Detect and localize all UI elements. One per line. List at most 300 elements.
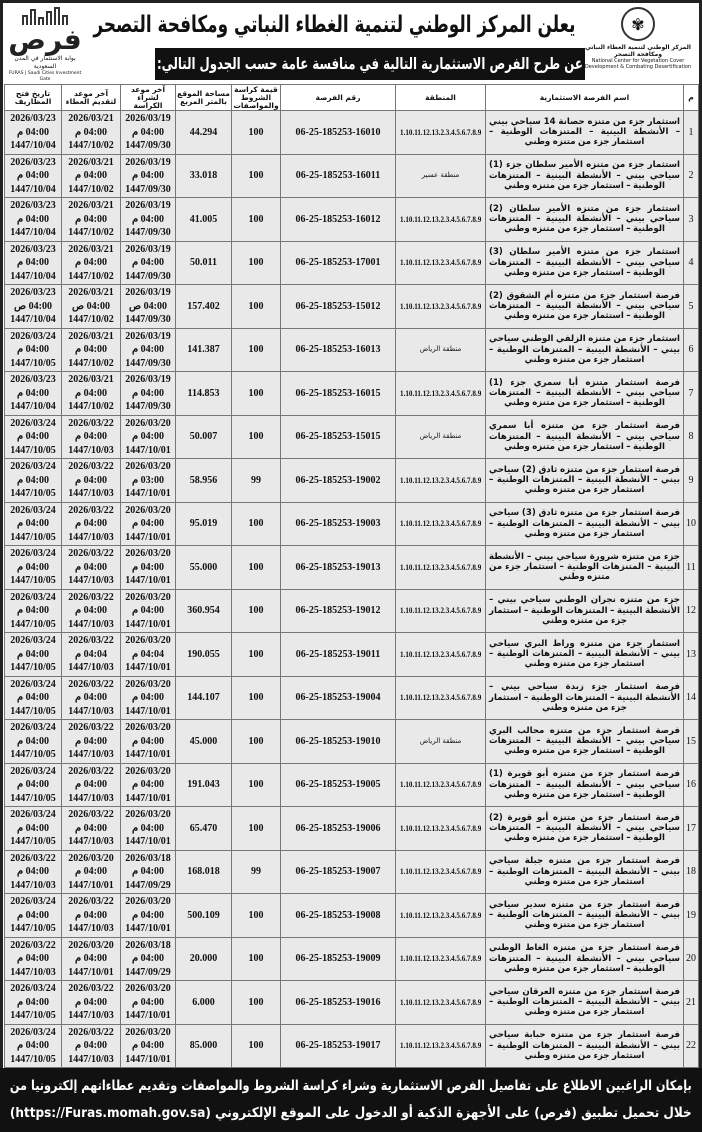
furas-tagline-en: FURAS | Saudi Cities Investment Gate	[8, 71, 82, 82]
cell-bid-deadline	[62, 111, 121, 155]
cell-index: 22	[684, 1024, 699, 1068]
cell-region-text: 1.10.11.12.13.2.3.4.5.6.7.8.9	[399, 300, 482, 311]
cell-opening-date	[5, 763, 62, 807]
table-row	[5, 111, 699, 155]
cell-opportunity-id	[281, 850, 396, 894]
cell-region-box	[398, 691, 483, 704]
table-row	[5, 807, 699, 851]
cell-opportunity-id-text: 06-25-185253-19008	[295, 909, 381, 921]
cell-opening-date	[5, 937, 62, 981]
table-row	[5, 415, 699, 459]
cell-region	[396, 937, 486, 981]
time: 04:00 م	[16, 866, 50, 877]
cell-booklet-price: 100	[232, 546, 281, 590]
time: 04:00 م	[16, 387, 50, 399]
cell-region	[396, 372, 486, 416]
date-hijri: 1447/10/05	[10, 618, 56, 630]
cell-bid-deadline	[62, 328, 121, 372]
date-gregorian: 2026/03/23	[10, 113, 56, 124]
cell-opportunity-name: استثمار جزء من متنزه الأمير سلطان جزء (1) سياحي بيني – الأنشطة البينية – المتنزهات الوطنية – استثمار جزء من متنزه وطني	[486, 154, 684, 198]
table-row	[5, 720, 699, 764]
cell-opening-date	[5, 546, 62, 590]
time: 04:04 م	[74, 648, 108, 660]
cell-index: 17	[684, 807, 699, 851]
date-hijri: 1447/10/05	[10, 749, 56, 760]
cell-opportunity-name: فرصة استثمار جزء زبدة سياحي بيني – الأنشطة البينية – المتنزهات الوطنية – استثمار جزء من متنزه وطني	[486, 676, 684, 720]
date-gregorian: 2026/03/23	[10, 243, 56, 255]
date-gregorian: 2026/03/19	[125, 287, 171, 298]
cell-area: 50.011	[176, 241, 232, 285]
cell-buy-deadline	[121, 198, 176, 242]
cell-region-text: 1.10.11.12.13.2.3.4.5.6.7.8.9	[399, 518, 482, 529]
col-header-opening-date: تاريخ فتح المظاريف	[5, 85, 62, 111]
cell-opportunity-id-box	[281, 822, 395, 835]
cell-buy-deadline	[121, 937, 176, 981]
table-row	[5, 502, 699, 546]
time: 04:00 م	[131, 344, 165, 355]
time: 04:00 م	[16, 474, 50, 486]
cell-region	[396, 241, 486, 285]
cell-region	[396, 676, 486, 720]
date-gregorian: 2026/03/22	[68, 809, 114, 820]
time: 04:00 م	[16, 1040, 50, 1051]
cell-booklet-price: 100	[232, 981, 281, 1025]
date-gregorian: 2026/03/22	[68, 461, 114, 472]
date-hijri: 1447/10/03	[68, 444, 114, 456]
cell-opportunity-name: فرصة استثمار جزء من متنزه محالب البري سياحي بيني – الأنشطة البينية – المتنزهات الوطنية – استثمار جزء من متنزه وطني	[486, 720, 684, 764]
time: 04:00 م	[16, 822, 50, 834]
cell-region	[396, 459, 486, 503]
cell-opportunity-id-text: 06-25-185253-16011	[295, 170, 381, 182]
cell-buy-deadline	[121, 763, 176, 807]
cell-opportunity-id	[281, 154, 396, 198]
date-hijri: 1447/09/29	[125, 966, 171, 978]
date-gregorian: 2026/03/20	[125, 809, 171, 820]
time: 04:00 م	[131, 909, 165, 921]
cell-area: 44.294	[176, 111, 232, 155]
cell-opening-date	[5, 981, 62, 1025]
date-hijri: 1447/10/03	[68, 1053, 114, 1065]
date-hijri: 1447/09/30	[125, 140, 171, 151]
cell-region-box	[398, 213, 483, 226]
date-gregorian: 2026/03/22	[68, 504, 114, 516]
date-gregorian: 2026/03/22	[10, 852, 56, 864]
date-hijri: 1447/10/01	[68, 879, 114, 891]
cell-opportunity-id	[281, 198, 396, 242]
time: 04:00 م	[16, 605, 50, 616]
cell-opportunity-name: فرصة استثمار جزء من متنزه حبابة سياحي بيني – الأنشطة البينية – المتنزهات الوطنية – استثمار جزء من متنزه وطني	[486, 1024, 684, 1068]
date-hijri: 1447/10/03	[10, 879, 56, 891]
cell-opening-date	[5, 111, 62, 155]
page-subtitle-band	[155, 48, 585, 80]
cell-area: 360.954	[176, 589, 232, 633]
date-gregorian: 2026/03/24	[10, 417, 56, 429]
time: 04:04 م	[131, 648, 165, 660]
cell-region	[396, 763, 486, 807]
cell-opportunity-id-text: 06-25-185253-16010	[295, 126, 381, 138]
table-row	[5, 633, 699, 677]
cell-buy-deadline	[121, 807, 176, 851]
cell-region-box	[398, 822, 483, 835]
cell-opportunity-id-text: 06-25-185253-16012	[295, 213, 381, 225]
footer-line-1: بإمكان الراغبين الاطلاع على تفاصيل الفرص الاستثمارية وشراء كراسة الشروط والمواصفات وتقديم عطاءاتهم إلكترونيا من	[10, 1078, 692, 1094]
date-hijri: 1447/10/05	[10, 792, 56, 804]
col-header-region: المنطقة	[396, 85, 486, 111]
cell-index: 13	[684, 633, 699, 677]
col-header-name: اسم الفرصة الاستثمارية	[486, 85, 684, 111]
cell-opportunity-name: استثمار جزء من متنزه وراط البري سياحي بيني – الأنشطة البينية – المتنزهات الوطنية – استثمار جزء من متنزه وطني	[486, 633, 684, 677]
cell-opportunity-name: فرصة استثمار جزء من متنزه أبو قويرة (2) سياحي بيني – الأنشطة البينية – المتنزهات الوطنية – استثمار جزء من متنزه وطني	[486, 807, 684, 851]
cell-bid-deadline	[62, 198, 121, 242]
cell-opening-date	[5, 328, 62, 372]
cell-opportunity-name: استثمار جزء من متنزه حصانة 14 سياحي بيني – الأنشطة البينية – المتنزهات الوطنية – استثمار جزء من متنزه وطني	[486, 111, 684, 155]
table-row	[5, 894, 699, 938]
cell-opportunity-id	[281, 633, 396, 677]
cell-region	[396, 894, 486, 938]
cell-opportunity-id	[281, 328, 396, 372]
date-gregorian: 2026/03/21	[68, 200, 114, 211]
time: 04:00 م	[16, 779, 50, 790]
cell-opportunity-name: فرصة استثمار جزء من متنزه جبلة سياحي بيني – الأنشطة البينية – المتنزهات الوطنية – استثمار جزء من متنزه وطني	[486, 850, 684, 894]
opportunities-table	[4, 84, 699, 1068]
cell-opportunity-id-text: 06-25-185253-16013	[295, 344, 381, 356]
cell-opportunity-id-text: 06-25-185253-19007	[295, 866, 381, 878]
date-gregorian: 2026/03/20	[125, 504, 171, 516]
date-hijri: 1447/10/03	[68, 836, 114, 847]
time: 04:00 م	[16, 909, 50, 921]
cell-opportunity-name: جزء من متنزه نجران الوطني سياحي بيني – الأنشطة البينية – المتنزهات الوطنية – استثمار جزء من متنزه وطني	[486, 589, 684, 633]
time: 04:00 ص	[129, 300, 167, 312]
date-gregorian: 2026/03/18	[125, 939, 171, 951]
cell-buy-deadline	[121, 459, 176, 503]
col-header-buy-deadline: آخر موعد لشراء الكراسة	[121, 85, 176, 111]
cell-area: 33.018	[176, 154, 232, 198]
date-hijri: 1447/09/30	[125, 270, 171, 282]
cell-opportunity-id	[281, 415, 396, 459]
cell-opportunity-id	[281, 111, 396, 155]
cell-buy-deadline	[121, 111, 176, 155]
cell-area: 144.107	[176, 676, 232, 720]
cell-opening-date	[5, 589, 62, 633]
cell-opportunity-id-text: 06-25-185253-15015	[295, 431, 381, 443]
time: 04:00 م	[16, 126, 50, 138]
time: 04:00 م	[74, 257, 108, 268]
ncvc-logo	[579, 5, 697, 70]
time: 04:00 م	[16, 518, 50, 529]
date-hijri: 1447/10/03	[68, 1010, 114, 1021]
time: 04:00 م	[74, 518, 108, 529]
date-gregorian: 2026/03/19	[125, 156, 171, 168]
date-gregorian: 2026/03/20	[125, 765, 171, 777]
date-gregorian: 2026/03/20	[125, 635, 171, 646]
cell-region-text: 1.10.11.12.13.2.3.4.5.6.7.8.9	[399, 561, 482, 572]
cell-buy-deadline	[121, 720, 176, 764]
cell-opportunity-name: استثمار جزء من متنزه الأمير سلطان (2) سياحي بيني – الأنشطة البينية – المتنزهات الوطنية – استثمار جزء من متنزه وطني	[486, 198, 684, 242]
date-hijri: 1447/10/02	[68, 314, 114, 325]
cell-booklet-price: 100	[232, 241, 281, 285]
table-row	[5, 372, 699, 416]
cell-opportunity-id-box	[281, 474, 395, 487]
footer-line-1-box	[8, 1073, 694, 1100]
time: 04:00 م	[131, 387, 165, 399]
cell-region-text: 1.10.11.12.13.2.3.4.5.6.7.8.9	[399, 909, 482, 920]
cell-opportunity-id-box	[281, 996, 395, 1009]
date-hijri: 1447/10/03	[68, 923, 114, 934]
cell-region	[396, 502, 486, 546]
page-subtitle: عن طرح الفرص الاستثمارية التالية في منافسة عامة حسب الجدول التالي:	[157, 54, 583, 73]
cell-opportunity-id-box	[281, 169, 395, 182]
table-row	[5, 546, 699, 590]
date-gregorian: 2026/03/24	[10, 330, 56, 342]
cell-opportunity-id-text: 06-25-185253-19006	[295, 822, 381, 834]
cell-region-box	[398, 648, 483, 661]
cell-region-text: منطقة الرياض	[419, 345, 462, 354]
cell-opportunity-id-box	[281, 909, 395, 922]
cell-booklet-price: 99	[232, 850, 281, 894]
cell-buy-deadline	[121, 372, 176, 416]
cell-region	[396, 589, 486, 633]
date-hijri: 1447/10/03	[10, 966, 56, 978]
cell-opportunity-id	[281, 676, 396, 720]
cell-opportunity-name: فرصة استثمار جزء من متنزه العرقان سياحي بيني – الأنشطة البينية – المتنزهات الوطنية – استثمار جزء من متنزه وطني	[486, 981, 684, 1025]
cell-region-text: 1.10.11.12.13.2.3.4.5.6.7.8.9	[399, 1040, 482, 1051]
date-gregorian: 2026/03/20	[68, 852, 114, 864]
cell-area: 45.000	[176, 720, 232, 764]
date-hijri: 1447/10/02	[68, 401, 114, 412]
time: 04:00 م	[131, 996, 165, 1008]
time: 04:00 م	[74, 996, 108, 1008]
cell-buy-deadline	[121, 1024, 176, 1068]
time: 04:00 م	[16, 692, 50, 703]
time: 04:00 م	[16, 648, 50, 660]
cell-index: 10	[684, 502, 699, 546]
time: 04:00 م	[16, 996, 50, 1008]
cell-opportunity-id-text: 06-25-185253-19009	[295, 953, 381, 965]
date-hijri: 1447/10/01	[125, 488, 171, 499]
cell-opportunity-id-box	[281, 865, 395, 878]
cell-buy-deadline	[121, 546, 176, 590]
cell-opportunity-id-box	[281, 126, 395, 139]
time: 04:00 م	[74, 692, 108, 703]
date-gregorian: 2026/03/22	[68, 983, 114, 994]
cell-bid-deadline	[62, 154, 121, 198]
date-gregorian: 2026/03/20	[125, 983, 171, 994]
cell-index: 2	[684, 154, 699, 198]
date-hijri: 1447/10/02	[68, 357, 114, 369]
date-hijri: 1447/10/02	[68, 227, 114, 238]
time: 04:00 م	[16, 561, 50, 573]
date-hijri: 1447/10/01	[68, 966, 114, 978]
cell-opportunity-id-text: 06-25-185253-19017	[295, 1040, 381, 1052]
date-gregorian: 2026/03/24	[10, 504, 56, 516]
time: 04:00 م	[131, 126, 165, 138]
cell-area: 191.043	[176, 763, 232, 807]
cell-region-box	[398, 343, 483, 356]
cell-region-box	[398, 387, 483, 400]
date-gregorian: 2026/03/22	[68, 678, 114, 690]
cell-opening-date	[5, 633, 62, 677]
table-row	[5, 981, 699, 1025]
date-gregorian: 2026/03/21	[68, 374, 114, 385]
cell-booklet-price: 99	[232, 459, 281, 503]
cell-opportunity-id-box	[281, 430, 395, 443]
cell-opening-date	[5, 1024, 62, 1068]
cell-opening-date	[5, 241, 62, 285]
cell-booklet-price: 100	[232, 372, 281, 416]
date-hijri: 1447/09/30	[125, 183, 171, 195]
cell-opportunity-id-text: 06-25-185253-19012	[295, 605, 381, 617]
date-gregorian: 2026/03/18	[125, 852, 171, 864]
date-gregorian: 2026/03/22	[10, 939, 56, 951]
cell-booklet-price: 100	[232, 633, 281, 677]
cell-region-box	[398, 735, 483, 748]
time: 04:00 م	[131, 866, 165, 877]
time: 03:00 م	[131, 474, 165, 486]
cell-bid-deadline	[62, 937, 121, 981]
time: 04:00 م	[16, 257, 50, 268]
date-gregorian: 2026/03/23	[10, 200, 56, 211]
time: 04:00 م	[74, 561, 108, 573]
cell-region-text: 1.10.11.12.13.2.3.4.5.6.7.8.9	[399, 605, 482, 616]
cell-opportunity-id-text: 06-25-185253-19004	[295, 692, 381, 704]
cell-buy-deadline	[121, 285, 176, 329]
time: 04:00 م	[74, 605, 108, 616]
cell-opportunity-id-text: 06-25-185253-19002	[295, 474, 381, 486]
cell-opportunity-id	[281, 981, 396, 1025]
cell-area: 141.387	[176, 328, 232, 372]
cell-opportunity-name: فرصة استثمار جزء من متنزه ثادق (2) سياحي بيني – الأنشطة البينية – المتنزهات الوطنية – استثمار جزء من متنزه وطني	[486, 459, 684, 503]
date-gregorian: 2026/03/19	[125, 243, 171, 255]
time: 04:00 م	[74, 779, 108, 790]
cell-booklet-price: 100	[232, 502, 281, 546]
cell-bid-deadline	[62, 546, 121, 590]
cell-opportunity-name: فرصة استثمار جزء من متنزه الغاط الوطني سياحي بيني – الأنشطة البينية – المتنزهات الوطنية – استثمار جزء من متنزه وطني	[486, 937, 684, 981]
table-row	[5, 850, 699, 894]
cell-region-text: منطقة الرياض	[419, 736, 462, 745]
time: 04:00 م	[74, 344, 108, 355]
date-hijri: 1447/10/05	[10, 705, 56, 717]
cell-region-box	[398, 474, 483, 487]
date-gregorian: 2026/03/19	[125, 330, 171, 342]
date-hijri: 1447/10/03	[68, 705, 114, 717]
cell-buy-deadline	[121, 415, 176, 459]
footer-notice	[0, 1068, 702, 1132]
ad-header	[3, 3, 699, 84]
cell-buy-deadline	[121, 981, 176, 1025]
cell-region-box	[398, 517, 483, 530]
table-row	[5, 154, 699, 198]
cell-bid-deadline	[62, 589, 121, 633]
cell-region	[396, 807, 486, 851]
table-row	[5, 676, 699, 720]
cell-opportunity-name: جزء من متنزه شرورة سياحي بيني – الأنشطة البينية – المتنزهات الوطنية – استثمار جزء من متنزه وطني	[486, 546, 684, 590]
cell-bid-deadline	[62, 720, 121, 764]
cell-index: 8	[684, 415, 699, 459]
cell-area: 55.000	[176, 546, 232, 590]
cell-region	[396, 111, 486, 155]
cell-region-text: 1.10.11.12.13.2.3.4.5.6.7.8.9	[399, 387, 482, 398]
date-hijri: 1447/09/30	[125, 357, 171, 369]
col-header-index: م	[684, 85, 699, 111]
cell-region-box	[398, 865, 483, 878]
time: 04:00 م	[74, 474, 108, 486]
cell-booklet-price: 100	[232, 763, 281, 807]
cell-booklet-price: 100	[232, 589, 281, 633]
cell-booklet-price: 100	[232, 328, 281, 372]
date-gregorian: 2026/03/22	[68, 765, 114, 777]
cell-opening-date	[5, 676, 62, 720]
date-hijri: 1447/10/05	[10, 575, 56, 586]
cell-opportunity-id-text: 06-25-185253-19011	[295, 648, 381, 660]
date-gregorian: 2026/03/22	[68, 591, 114, 603]
date-gregorian: 2026/03/19	[125, 374, 171, 385]
cell-opportunity-id-text: 06-25-185253-15012	[295, 300, 381, 312]
cell-region-text: 1.10.11.12.13.2.3.4.5.6.7.8.9	[399, 996, 482, 1007]
skyline-icon	[5, 3, 85, 25]
date-hijri: 1447/10/01	[125, 923, 171, 934]
date-gregorian: 2026/03/23	[10, 287, 56, 298]
date-gregorian: 2026/03/20	[125, 678, 171, 690]
furas-logo	[5, 3, 85, 83]
cell-bid-deadline	[62, 633, 121, 677]
col-header-id: رقم الفرصة	[281, 85, 396, 111]
cell-bid-deadline	[62, 981, 121, 1025]
cell-region-text: 1.10.11.12.13.2.3.4.5.6.7.8.9	[399, 648, 482, 659]
time: 04:00 م	[131, 257, 165, 268]
cell-opportunity-name: فرصة استثمار جزء من متنزه أبا سمري سياحي بيني – الأنشطة البينية – المتنزهات الوطنية – استثمار جزء من متنزه وطني	[486, 415, 684, 459]
time: 04:00 ص	[72, 300, 110, 312]
cell-buy-deadline	[121, 633, 176, 677]
time: 04:00 م	[16, 344, 50, 355]
time: 04:00 م	[74, 213, 108, 225]
table-row	[5, 589, 699, 633]
date-hijri: 1447/10/04	[10, 227, 56, 238]
time: 04:00 م	[74, 909, 108, 921]
time: 04:00 ص	[14, 300, 52, 312]
cell-area: 500.109	[176, 894, 232, 938]
cell-opportunity-id-box	[281, 604, 395, 617]
cell-index: 18	[684, 850, 699, 894]
date-gregorian: 2026/03/21	[68, 113, 114, 124]
time: 04:00 م	[131, 779, 165, 790]
date-gregorian: 2026/03/24	[10, 461, 56, 472]
cell-index: 14	[684, 676, 699, 720]
date-hijri: 1447/10/04	[10, 140, 56, 151]
date-hijri: 1447/09/29	[125, 879, 171, 891]
date-hijri: 1447/10/05	[10, 836, 56, 847]
cell-region-text: منطقة عسير	[421, 171, 460, 180]
cell-index: 20	[684, 937, 699, 981]
cell-bid-deadline	[62, 894, 121, 938]
cell-opportunity-id-box	[281, 387, 395, 400]
date-hijri: 1447/10/03	[68, 749, 114, 760]
date-gregorian: 2026/03/21	[68, 287, 114, 298]
date-hijri: 1447/10/01	[125, 836, 171, 847]
cell-opportunity-id-text: 06-25-185253-19016	[295, 996, 381, 1008]
date-hijri: 1447/10/05	[10, 1053, 56, 1065]
cell-opportunity-id	[281, 763, 396, 807]
cell-opportunity-id-box	[281, 517, 395, 530]
table-header-row	[5, 85, 699, 111]
cell-region-box	[398, 778, 483, 791]
cell-bid-deadline	[62, 285, 121, 329]
cell-opportunity-id-text: 06-25-185253-19005	[295, 779, 381, 791]
date-hijri: 1447/10/04	[10, 314, 56, 325]
date-hijri: 1447/10/01	[125, 618, 171, 630]
date-gregorian: 2026/03/20	[125, 1026, 171, 1038]
cell-bid-deadline	[62, 372, 121, 416]
cell-bid-deadline	[62, 502, 121, 546]
